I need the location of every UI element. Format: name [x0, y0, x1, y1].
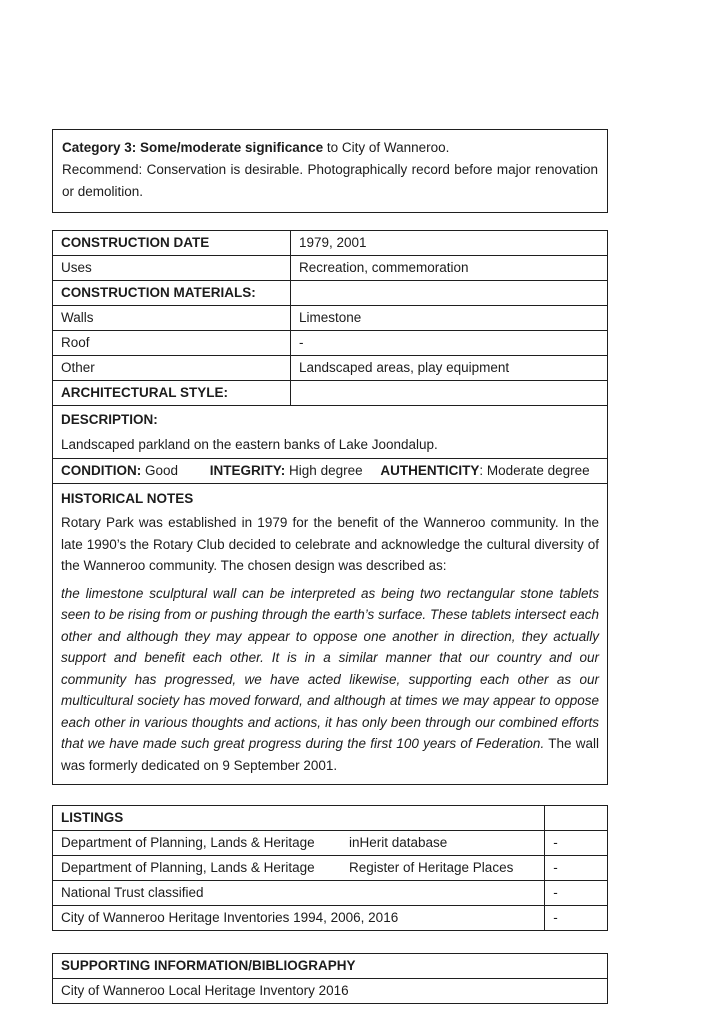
- quote-italic-text: the limestone sculptural wall can be interpreted as being two rectangular stone tablets seen to be rising from or pushing through the earth’s surface. These tablets intersect each other and although they may appear to oppose one another in direction, they actually support and benefit each other. It is in a similar manner that our country and our community has progressed, we have acted likewise, supporting each other as our multicultural society has moved forward, and although at times we may appear to oppose each other in various thoughts and actions, it has only been through our combined efforts that we have made such great progress during the first 100 years of Federation.: [61, 585, 599, 751]
- authenticity-value: : Moderate degree: [479, 463, 590, 478]
- description-row: [53, 406, 608, 459]
- listing-status: -: [545, 881, 608, 906]
- row-label: CONSTRUCTION DATE: [53, 231, 291, 256]
- row-value: [291, 381, 608, 406]
- table-row: [53, 831, 608, 856]
- supporting-heading: SUPPORTING INFORMATION/BIBLIOGRAPHY: [53, 954, 608, 979]
- condition-pair: [61, 463, 178, 478]
- integrity-label: INTEGRITY:: [209, 463, 286, 478]
- row-label: Roof: [53, 331, 291, 356]
- historical-notes-paragraph: Rotary Park was established in 1979 for the benefit of the Wanneroo community. In the late 1990’s the Rotary Club decided to celebrate and acknowledge the cultural diversity of the Wanneroo community. The chosen design was described as:: [61, 515, 599, 573]
- supporting-header-row: [53, 954, 608, 979]
- listings-heading-status: [545, 806, 608, 831]
- table-row: [53, 306, 608, 331]
- row-value: Recreation, commemoration: [291, 256, 608, 281]
- category-rest: to City of Wanneroo.: [323, 140, 450, 155]
- table-row: [53, 856, 608, 881]
- table-row: [53, 231, 608, 256]
- category-line: [62, 137, 598, 159]
- description-cell: [53, 406, 608, 459]
- listings-table: [52, 805, 608, 931]
- condition-label: CONDITION:: [61, 463, 142, 478]
- historical-notes-quote: [61, 583, 599, 777]
- description-text: Landscaped parkland on the eastern banks of Lake Joondalup.: [61, 437, 438, 452]
- details-table: [52, 230, 608, 785]
- table-row: [53, 381, 608, 406]
- listing-cell: [53, 881, 545, 906]
- listing-status: -: [545, 831, 608, 856]
- description-heading: DESCRIPTION:: [61, 412, 158, 427]
- listing-org: Department of Planning, Lands & Heritage: [61, 835, 315, 850]
- listing-list: Register of Heritage Places: [349, 860, 514, 875]
- row-label: CONSTRUCTION MATERIALS:: [53, 281, 291, 306]
- table-row: [53, 881, 608, 906]
- supporting-item: City of Wanneroo Local Heritage Inventory 2016: [53, 979, 608, 1004]
- listing-org: National Trust classified: [61, 885, 204, 900]
- condition-cell: [53, 459, 608, 484]
- row-label: Uses: [53, 256, 291, 281]
- category-significance-box: [52, 129, 608, 213]
- listing-cell: [53, 856, 545, 881]
- row-value: 1979, 2001: [291, 231, 608, 256]
- row-label: Walls: [53, 306, 291, 331]
- listing-cell: [53, 831, 545, 856]
- listing-cell: [53, 906, 545, 931]
- listing-org: Department of Planning, Lands & Heritage: [61, 860, 315, 875]
- historical-notes-heading: HISTORICAL NOTES: [61, 491, 194, 506]
- table-row: [53, 356, 608, 381]
- condition-row: [53, 459, 608, 484]
- supporting-information-table: [52, 953, 608, 1004]
- table-row: [53, 906, 608, 931]
- quote-tail-text: The wall was formerly dedicated on 9 September 2001.: [61, 736, 600, 773]
- table-row: [53, 979, 608, 1004]
- historical-notes-cell: [53, 484, 608, 785]
- integrity-pair: [210, 463, 363, 478]
- authenticity-label: AUTHENTICITY: [380, 463, 480, 478]
- listings-header-row: [53, 806, 608, 831]
- condition-value: Good: [141, 463, 179, 478]
- listings-heading: LISTINGS: [53, 806, 545, 831]
- listing-status: -: [545, 856, 608, 881]
- historical-notes-row: [53, 484, 608, 785]
- listing-org: City of Wanneroo Heritage Inventories 1994, 2006, 2016: [61, 910, 399, 925]
- integrity-value: High degree: [285, 463, 363, 478]
- row-label: ARCHITECTURAL STYLE:: [53, 381, 291, 406]
- listing-status: -: [545, 906, 608, 931]
- table-row: [53, 331, 608, 356]
- page-content: [52, 129, 608, 1004]
- authenticity-pair: [380, 463, 589, 478]
- listing-list: inHerit database: [349, 835, 448, 850]
- row-value: Limestone: [291, 306, 608, 331]
- category-label: Category 3: Some/moderate significance: [62, 140, 324, 155]
- row-value: -: [291, 331, 608, 356]
- table-row: [53, 281, 608, 306]
- table-row: [53, 256, 608, 281]
- row-label: Other: [53, 356, 291, 381]
- row-value: Landscaped areas, play equipment: [291, 356, 608, 381]
- row-value: [291, 281, 608, 306]
- recommendation-text: Recommend: Conservation is desirable. Photographically record before major renovation or demolition.: [62, 162, 598, 199]
